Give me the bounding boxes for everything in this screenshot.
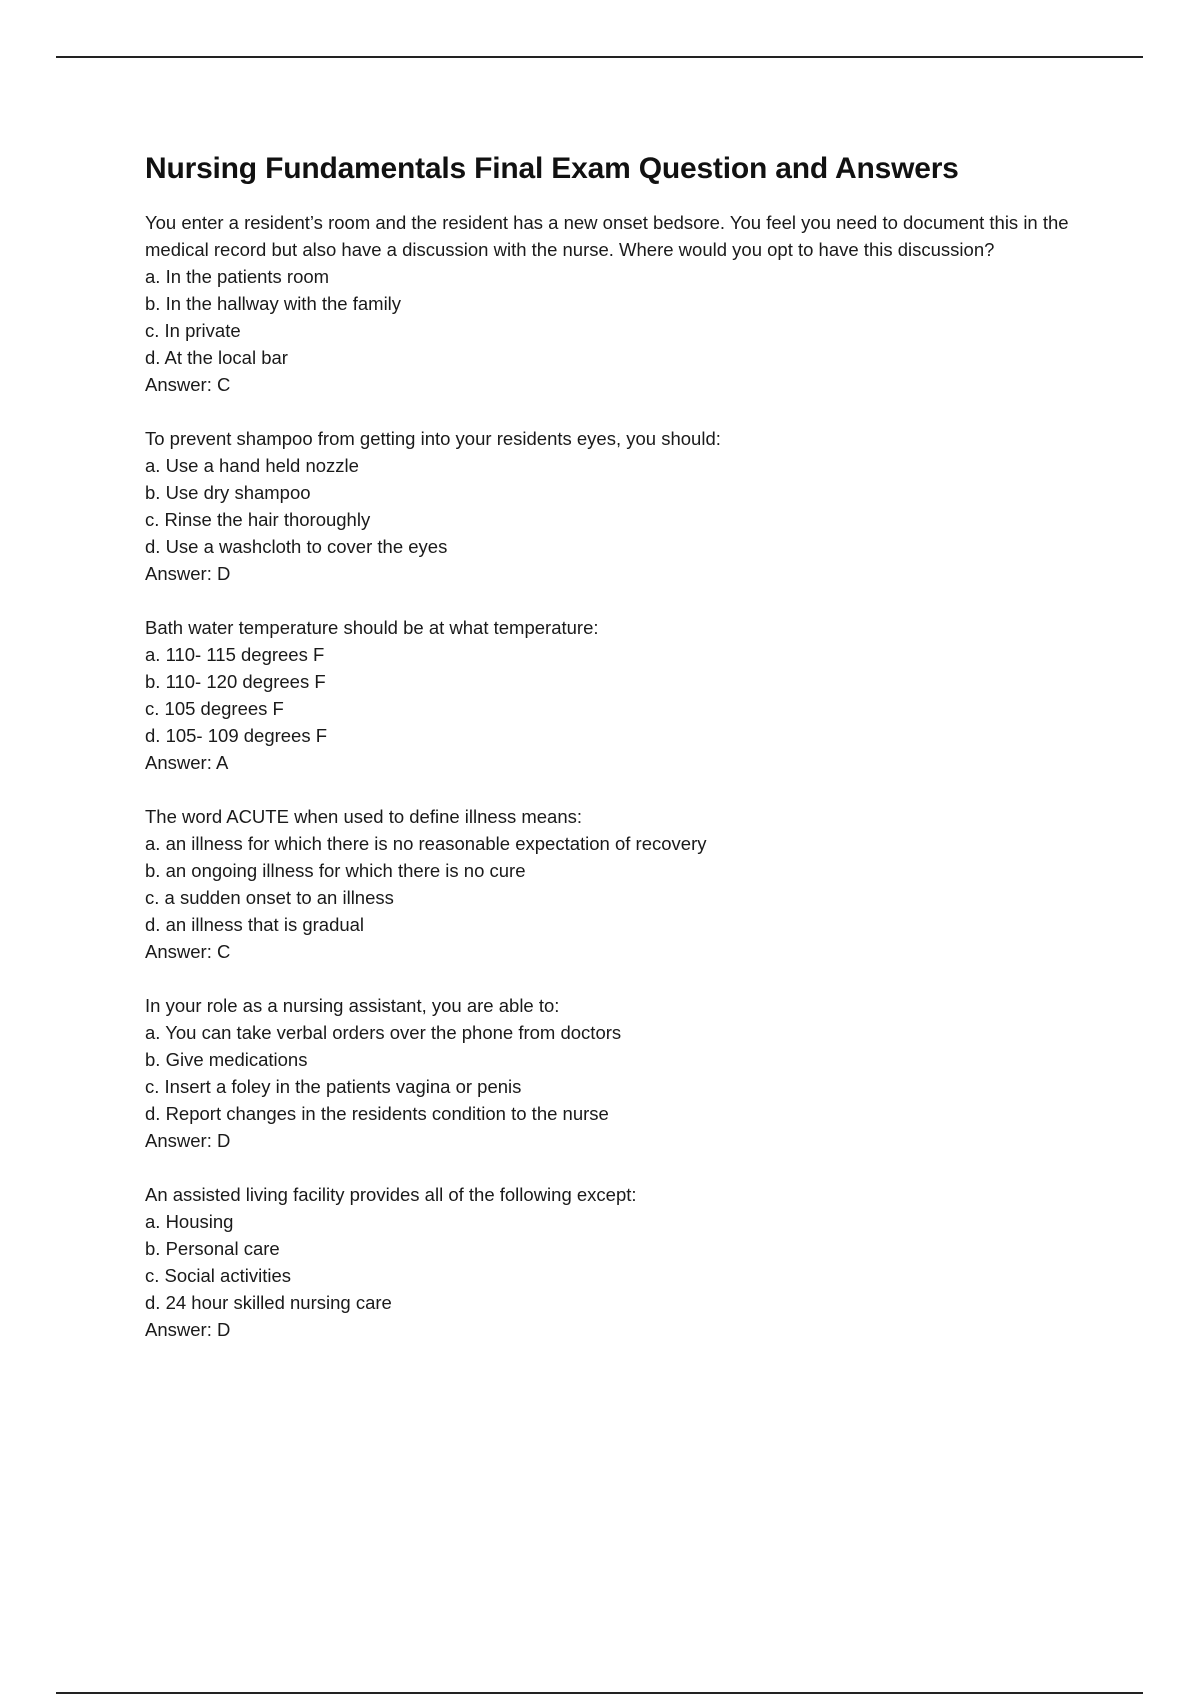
option-c: c. In private [145, 320, 241, 341]
answer-text: Answer: D [145, 1319, 231, 1340]
option-c: c. Social activities [145, 1265, 291, 1286]
question-text: Bath water temperature should be at what temperature: [145, 617, 599, 638]
option-a: a. 110- 115 degrees F [145, 644, 325, 665]
document-title: Nursing Fundamentals Final Exam Question and Answers [145, 152, 959, 185]
answer-text: Answer: A [145, 752, 229, 773]
answer-text: Answer: C [145, 941, 231, 962]
question-block-3 [145, 614, 1085, 776]
option-a: a. Housing [145, 1211, 234, 1232]
question-block-6 [145, 1181, 1085, 1343]
option-a: a. an illness for which there is no reasonable expectation of recovery [145, 833, 707, 854]
option-d: d. an illness that is gradual [145, 914, 365, 935]
option-a: a. You can take verbal orders over the phone from doctors [145, 1022, 622, 1043]
option-d: d. 105- 109 degrees F [145, 725, 328, 746]
option-c: c. Rinse the hair thoroughly [145, 509, 371, 530]
option-d: d. At the local bar [145, 347, 288, 368]
option-c: c. a sudden onset to an illness [145, 887, 394, 908]
question-text: An assisted living facility provides all of the following except: [145, 1184, 637, 1205]
question-block-5 [145, 992, 1085, 1154]
question-block-4 [145, 803, 1085, 965]
option-d: d. Report changes in the residents condition to the nurse [145, 1103, 609, 1124]
question-text: You enter a resident’s room and the resident has a new onset bedsore. You feel you need to document this in the medical record but also have a discussion with the nurse. Where would you opt to have this discussion? [145, 212, 1069, 260]
footer-rule [56, 1692, 1143, 1694]
question-text: In your role as a nursing assistant, you are able to: [145, 995, 560, 1016]
answer-text: Answer: C [145, 374, 231, 395]
option-a: a. In the patients room [145, 266, 330, 287]
option-a: a. Use a hand held nozzle [145, 455, 359, 476]
question-text: To prevent shampoo from getting into your residents eyes, you should: [145, 428, 721, 449]
option-b: b. 110- 120 degrees F [145, 671, 326, 692]
option-b: b. Use dry shampoo [145, 482, 311, 503]
option-c: c. Insert a foley in the patients vagina or penis [145, 1076, 522, 1097]
question-block-1 [145, 209, 1085, 398]
answer-text: Answer: D [145, 563, 231, 584]
option-b: b. In the hallway with the family [145, 293, 402, 314]
question-block-2 [145, 425, 1085, 587]
question-text: The word ACUTE when used to define illness means: [145, 806, 583, 827]
option-c: c. 105 degrees F [145, 698, 284, 719]
document-page [145, 150, 1085, 1370]
option-b: b. Give medications [145, 1049, 308, 1070]
answer-text: Answer: D [145, 1130, 231, 1151]
option-b: b. Personal care [145, 1238, 280, 1259]
header-rule [56, 56, 1143, 58]
option-d: d. 24 hour skilled nursing care [145, 1292, 392, 1313]
option-d: d. Use a washcloth to cover the eyes [145, 536, 448, 557]
option-b: b. an ongoing illness for which there is no cure [145, 860, 526, 881]
